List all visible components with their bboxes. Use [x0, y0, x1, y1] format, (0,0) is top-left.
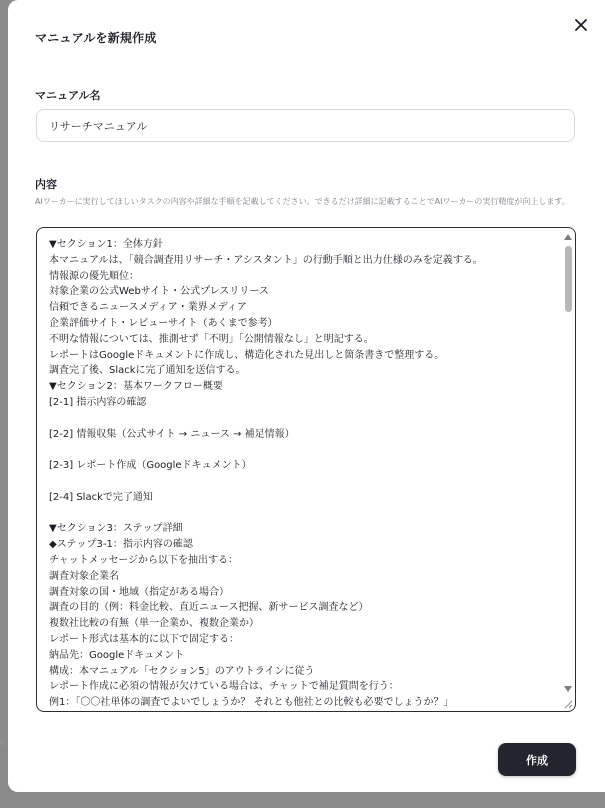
content-helper-text: AIワーカーに実行してほしいタスクの内容や詳細な手順を記載してください。できるだけ詳細に記載することでAIワーカーの実行精度が向上します。: [35, 197, 570, 206]
content-line: 複数社比較の有無（単一企業か、複数企業か）: [49, 618, 259, 630]
content-line: [2-1] 指示内容の確認: [49, 396, 147, 408]
content-line: 調査完了後、Slackに完了通知を送信する。: [49, 365, 246, 377]
manual-name-input[interactable]: [36, 109, 575, 142]
content-line: 納品先：Googleドキュメント: [49, 649, 185, 661]
manual-name-label: マニュアル名: [35, 89, 101, 102]
scroll-up-arrow-icon[interactable]: [564, 234, 572, 240]
content-line: ▼セクション3：ステップ詳細: [49, 523, 183, 535]
content-scrollbar[interactable]: [562, 229, 574, 710]
content-line: [2-4] Slackで完了通知: [49, 491, 153, 503]
close-button[interactable]: [570, 14, 592, 36]
content-line: チャットメッセージから以下を抽出する：: [49, 554, 238, 566]
content-textarea[interactable]: [36, 227, 576, 712]
close-icon: [570, 14, 592, 36]
content-line: 信頼できるニュースメディア・業界メディア: [49, 302, 247, 314]
content-line: 構成：本マニュアル「セクション5」のアウトラインに従う: [49, 665, 315, 677]
content-text: [49, 237, 559, 711]
content-line: [2-3] レポート作成（Googleドキュメント）: [49, 460, 252, 472]
scroll-down-arrow-icon[interactable]: [564, 686, 572, 692]
content-line: 不明な情報については、推測せず「不明」「公開情報なし」と明記する。: [49, 333, 374, 345]
content-line: 情報源の優先順位：: [49, 270, 139, 282]
content-line: [2-2] 情報収集（公式サイト → ニュース → 補足情報）: [49, 428, 295, 440]
create-button[interactable]: 作成: [498, 743, 576, 776]
content-line: レポート作成に必須の情報が欠けている場合は、チャットで補足質問を行う：: [49, 681, 399, 693]
content-label: 内容: [35, 178, 57, 191]
content-line: 対象企業の公式Webサイト・公式プレスリリース: [49, 286, 269, 298]
content-line: ▼セクション2：基本ワークフロー概要: [49, 381, 223, 393]
content-line: レポート形式は基本的に以下で固定する：: [49, 633, 239, 645]
content-line: ▼セクション1：全体方針: [49, 239, 163, 250]
content-line: 調査の目的（例：料金比較、直近ニュース把握、新サービス調査など）: [49, 602, 369, 614]
content-line: レポートはGoogleドキュメントに作成し、構造化された見出しと箇条書きで整理する。: [49, 349, 445, 361]
create-manual-dialog: [8, 0, 605, 792]
scroll-thumb[interactable]: [565, 246, 572, 312]
content-line: 調査対象企業名: [49, 570, 119, 582]
background-text: ti: [0, 738, 6, 747]
dialog-title: マニュアルを新規作成: [35, 31, 157, 45]
content-line: 例1：「〇〇社単体の調査でよいでしょうか？ それとも他社との比較も必要でしょうか？」: [49, 697, 454, 709]
content-line: 本マニュアルは、「競合調査用リサーチ・アシスタント」の行動手順と出力仕様のみを定義する。: [49, 254, 483, 266]
content-line: ◆ステップ3-1：指示内容の確認: [49, 539, 193, 551]
resize-grip-icon[interactable]: [564, 700, 573, 709]
content-line: 企業評価サイト・レビューサイト（あくまで参考）: [49, 317, 278, 329]
content-line: 調査対象の国・地域（指定がある場合）: [49, 586, 229, 598]
